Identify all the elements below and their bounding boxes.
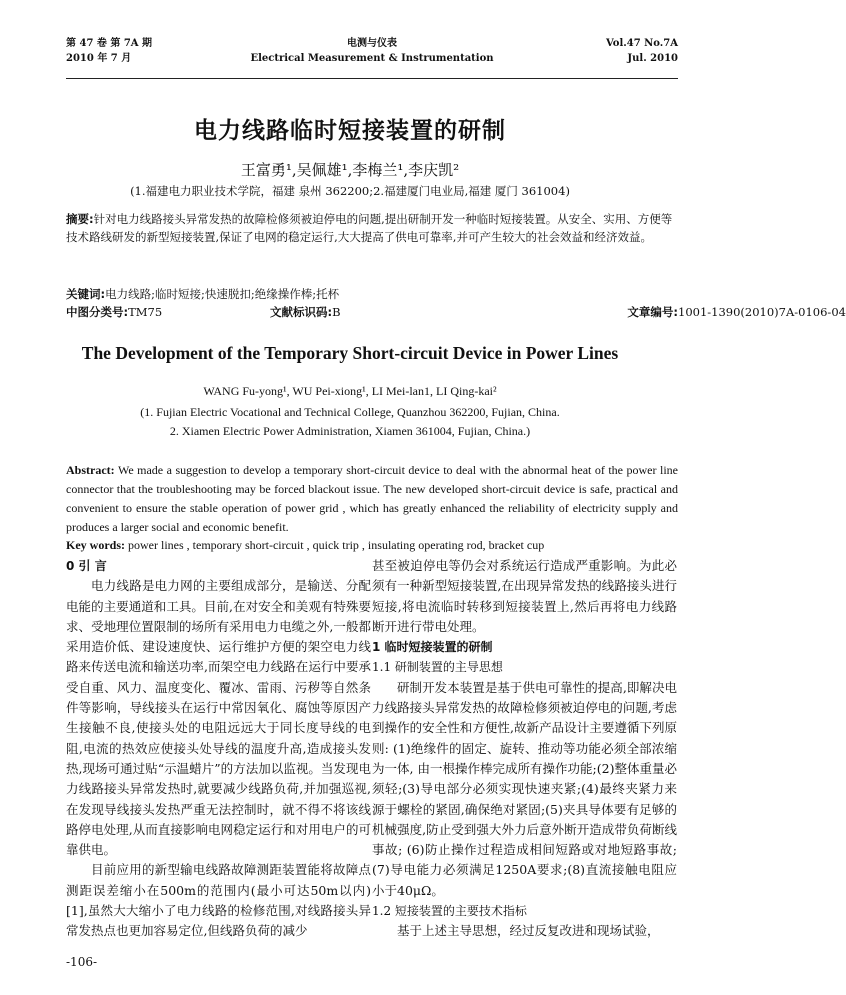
doc-label: 文献标识码: xyxy=(270,305,333,319)
title-en: The Development of the Temporary Short-circuit Device in Power Lines xyxy=(81,343,619,363)
clc-number xyxy=(66,303,163,321)
title-cn: 电力线路临时短接装置的研制 xyxy=(194,118,506,144)
header-journal xyxy=(66,36,678,66)
abstract-cn-label: 摘要: xyxy=(66,212,94,226)
abstract-cn xyxy=(66,210,678,246)
clc-value: TM75 xyxy=(128,305,163,319)
abstract-cn-text: 针对电力线路接头异常发热的故障检修须被迫停电的问题,提出研制开发一种临时短接装置。从安全、实用、方便等技术路线研发的新型短接装置,保证了电网的稳定运行,大大提高了供电可靠率,并可产生较大的社会效益和经济效益。 xyxy=(66,212,673,244)
authors-en: WANG Fu-yong¹, WU Pei-xiong¹, LI Mei-lan1, LI Qing-kai² xyxy=(203,384,497,398)
body-paragraph: 电力线路是电力网的主要组成部分，是输送、分配电能的主要通道和工具。目前,在对安全和美观有特殊要求、受地理位置限制的场所有采用电力电缆之外,一般都采用造价低、建设速度快、运行维护方便的架空电力线路来传送电流和输送功率,而架空电力线路在运行中要承受自重、风力、温度变化、覆冰、雷雨、污秽等自然条件等影响，导线接头在运行中常因氧化、腐蚀等原因产生接触不良,使接头处的电阻远远大于同长度导线的电阻,电流的热效应使接头处导线的温度升高,造成接头发热,现场可通过贴“示温蜡片”的方法加以监视。当发现电力线路接头异常发热时,就要减少线路负荷,并加强巡视,在发现导线接头发热严重无法控制时，就不得不将该线路停电处理,从而直接影响电网稳定运行和对用电户的可靠供电。 xyxy=(66,578,371,858)
header-date-en: Jul. 2010 xyxy=(627,53,678,64)
affiliation-en xyxy=(0,403,700,441)
section-heading-development: 1 临时短接装置的研制 xyxy=(372,640,493,655)
running-header xyxy=(66,36,678,79)
affiliation-en-line2: 2. Xiamen Electric Power Administration, Xiamen 361004, Fujian, China.) xyxy=(169,424,531,438)
keywords-en-text: power lines , temporary short-circuit , quick trip , insulating operating rod, bracket cup xyxy=(128,538,545,552)
body-column-right xyxy=(372,556,677,942)
doc-value: B xyxy=(332,305,341,319)
authors-cn: 王富勇¹,吴佩雄¹,李梅兰¹,李庆凯² xyxy=(240,161,460,179)
affiliation-cn: (1.福建电力职业技术学院，福建 泉州 362200;2.福建厦门电业局,福建 厦门 361004) xyxy=(130,184,570,198)
keywords-cn xyxy=(66,285,678,303)
header-journal-en: Electrical Measurement & Instrumentation xyxy=(250,53,494,64)
header-journal-cn: 电测与仪表 xyxy=(347,38,397,49)
abstract-en xyxy=(66,461,678,537)
article-label: 文章编号: xyxy=(627,305,678,319)
subsection-heading-1-2: 1.2 短接装置的主要技术指标 xyxy=(372,904,527,919)
body-paragraph: 研制开发本装置是基于供电可靠性的提高,即解决电力线路接头异常发热的故障检修须被迫停电的问题,考虑到操作的安全性和方便性,故新产品设计主要遵循下列原则: (1)绝缘件的固定、旋转、推动等功能必须全部浓缩为一体, 由一根操作棒完成所有操作功能;(2)整体重量必须轻;(3)导电部分必须实现快速夹紧;(4)最终夹紧力来源于螺栓的紧固,确保绝对紧固;(5)夹具导体要有足够的机械强度,防止受到强大外力后意外断开造成带负荷断线事故; (6)防止操作过程造成相间短路或对地短路事故;(7)导电能力必须满足1250A要求;(8)直流接触电阻应小于40μΩ。 xyxy=(372,679,677,898)
page-number: -106- xyxy=(66,955,98,969)
doc-code xyxy=(270,303,341,321)
clc-label: 中图分类号: xyxy=(66,305,129,319)
article-number xyxy=(627,303,846,321)
body-paragraph: 甚至被迫停电等仍会对系统运行造成严重影响。为此必须有一种新型短接装置,在出现异常发热的线路接头进行短接,将电流临时转移到短接装置上,然后再将电力线路断开进行带电处理。 xyxy=(372,558,677,634)
body-column-left xyxy=(66,556,371,942)
header-date-cn: 2010 年 7 月 xyxy=(66,53,132,64)
keywords-cn-text: 电力线路;临时短接;快速脱扣;绝缘操作棒;托杯 xyxy=(105,287,340,301)
abstract-en-label: Abstract: xyxy=(66,463,115,477)
body-paragraph: 目前应用的新型输电线路故障测距装置能将故障点测距误差缩小在500m的范围内(最小可达50m以内)[1],虽然大大缩小了电力线路的检修范围,对线路接头异常发热点也更加容易定位,但线路负荷的减少 xyxy=(66,862,371,939)
subsection-heading-1-1: 1.1 研制装置的主导思想 xyxy=(372,660,503,675)
header-volume: 第 47 卷 第 7A 期 xyxy=(66,38,153,49)
article-value: 1001-1390(2010)7A-0106-04 xyxy=(678,305,846,319)
header-volume-en xyxy=(606,36,678,66)
keywords-en xyxy=(66,536,678,554)
keywords-cn-label: 关键词: xyxy=(66,287,106,301)
section-heading-introduction: 0 引 言 xyxy=(66,559,107,573)
body-paragraph: 基于上述主导思想，经过反复改进和现场试验， xyxy=(397,923,660,939)
classification-row xyxy=(66,303,846,321)
affiliation-en-line1: (1. Fujian Electric Vocational and Technical College, Quanzhou 362200, Fujian, China. xyxy=(140,405,560,419)
abstract-en-text: We made a suggestion to develop a temporary short-circuit device to deal with the abnormal heat of the power line connector that the troubleshooting may be forced blackout issue. The new developed short-circuit device is safe, practical and convenient to ensure the stable operation of power grid , which has greatly enhanced the reliability of electricity supply and produces a larger social and economic benefit. xyxy=(66,463,678,534)
header-vol-no: Vol.47 No.7A xyxy=(605,38,678,49)
keywords-en-label: Key words: xyxy=(66,538,125,552)
